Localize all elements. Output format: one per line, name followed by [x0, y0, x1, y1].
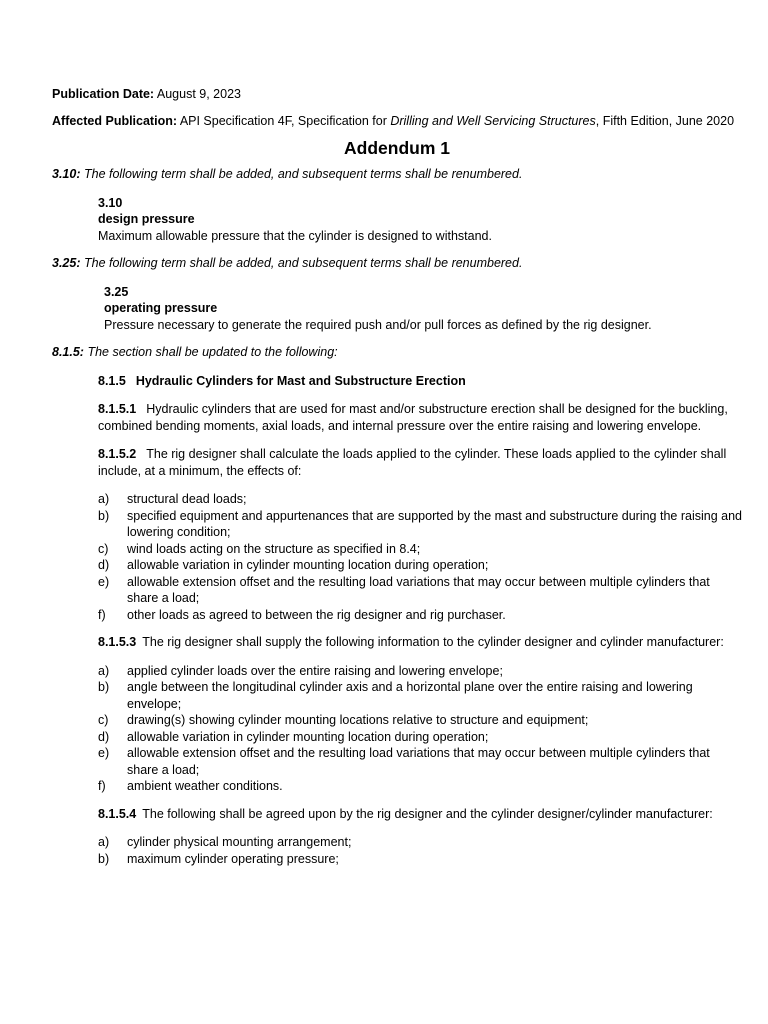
list-item-label: b): [98, 680, 110, 694]
term-3-10-name: design pressure: [98, 212, 195, 226]
list-item: [98, 557, 742, 574]
list-item: [98, 679, 742, 712]
list-item-label: e): [98, 746, 110, 760]
paragraph-8-1-5-2-text: The rig designer shall calculate the loads applied to the cylinder. These loads applied to the cylinder shall include, at a minimum, the effects of:: [98, 447, 727, 478]
list-item-text: ambient weather conditions.: [127, 779, 283, 793]
list-item-label: f): [98, 607, 106, 622]
list-item-text: wind loads acting on the structure as specified in 8.4;: [127, 541, 421, 556]
list-item: [98, 541, 742, 558]
list-item: [98, 851, 742, 868]
paragraph-8-1-5-2: [98, 446, 742, 479]
list-item-text: angle between the longitudinal cylinder axis and a horizontal plane over the entire raising and lowering envelope;: [127, 680, 693, 711]
list-item-text: specified equipment and appurtenances that are supported by the mast and substructure during the raising and lowering condition;: [127, 508, 742, 539]
list-item-label: b): [98, 508, 110, 523]
list-item-label: d): [98, 729, 110, 744]
list-item: [98, 778, 742, 795]
instruction-8-1-5: [52, 344, 742, 361]
affected-publication-title: Drilling and Well Servicing Structures: [390, 113, 596, 128]
paragraph-8-1-5-1: [98, 401, 742, 434]
list-item: [98, 729, 742, 746]
instruction-3-10-text: The following term shall be added, and subsequent terms shall be renumbered.: [83, 167, 523, 181]
document-page: [52, 86, 742, 867]
agreement-list: [98, 834, 742, 867]
list-item: [98, 663, 742, 680]
term-3-10: [98, 195, 742, 245]
list-item-text: drawing(s) showing cylinder mounting locations relative to structure and equipment;: [127, 713, 589, 727]
publication-date-value: August 9, 2023: [156, 87, 241, 101]
instruction-8-1-5-ref: 8.1.5:: [52, 345, 84, 359]
list-item: [98, 745, 742, 778]
paragraph-8-1-5-4-text: The following shall be agreed upon by the rig designer and the cylinder designer/cylinder manufacturer:: [142, 806, 713, 821]
list-item-text: allowable extension offset and the resulting load variations that may occur between multiple cylinders that share a load;: [127, 574, 710, 605]
list-item-label: a): [98, 492, 110, 506]
instruction-3-10-ref: 3.10:: [52, 167, 81, 181]
paragraph-8-1-5-3: [98, 634, 742, 651]
paragraph-8-1-5-1-text: Hydraulic cylinders that are used for mast and/or substructure erection shall be designed for the buckling, combined bending moments, axial loads, and internal pressure over the entire raising and lowering envelope.: [98, 402, 728, 433]
term-3-25: [104, 284, 742, 334]
list-item-text: structural dead loads;: [127, 492, 247, 506]
instruction-8-1-5-text: The section shall be updated to the following:: [87, 345, 338, 359]
list-item-label: f): [98, 779, 106, 793]
section-8-1-5-title: Hydraulic Cylinders for Mast and Substructure Erection: [135, 373, 466, 388]
affected-publication-label: Affected Publication:: [52, 113, 178, 128]
list-item-label: a): [98, 835, 110, 849]
list-item-text: applied cylinder loads over the entire raising and lowering envelope;: [127, 663, 503, 678]
instruction-3-25-text: The following term shall be added, and subsequent terms shall be renumbered.: [83, 256, 523, 270]
section-8-1-5-heading: [98, 373, 742, 390]
affected-publication: [52, 113, 742, 130]
list-item-label: e): [98, 574, 110, 589]
list-item-text: maximum cylinder operating pressure;: [127, 851, 339, 866]
list-item: [98, 491, 742, 508]
list-item: [98, 712, 742, 729]
list-item: [98, 508, 742, 541]
paragraph-8-1-5-3-text: The rig designer shall supply the following information to the cylinder designer and cylinder manufacturer:: [142, 635, 724, 649]
list-item-text: cylinder physical mounting arrangement;: [127, 835, 352, 849]
supply-information-list: [98, 663, 742, 795]
paragraph-8-1-5-3-number: 8.1.5.3: [98, 635, 137, 649]
term-3-10-number: 3.10: [98, 195, 123, 210]
paragraph-8-1-5-1-number: 8.1.5.1: [98, 402, 137, 416]
list-item-label: a): [98, 663, 110, 678]
list-item-text: allowable extension offset and the resulting load variations that may occur between multiple cylinders that share a load;: [127, 746, 710, 777]
list-item: [98, 574, 742, 607]
list-item-label: b): [98, 851, 110, 866]
publication-date: [52, 86, 742, 103]
affected-publication-post: , Fifth Edition, June 2020: [595, 113, 735, 128]
instruction-3-10: [52, 166, 742, 183]
instruction-3-25: [52, 255, 742, 272]
term-3-25-name: operating pressure: [104, 301, 218, 315]
instruction-3-25-ref: 3.25:: [52, 256, 81, 270]
list-item-text: other loads as agreed to between the rig designer and rig purchaser.: [127, 607, 506, 622]
list-item-text: allowable variation in cylinder mounting location during operation;: [127, 729, 489, 744]
term-3-25-number: 3.25: [104, 284, 129, 299]
affected-publication-pre: API Specification 4F, Specification for: [179, 113, 391, 128]
paragraph-8-1-5-4-number: 8.1.5.4: [98, 806, 137, 821]
term-3-25-definition: Pressure necessary to generate the required push and/or pull forces as defined by the rig designer.: [104, 317, 652, 332]
paragraph-8-1-5-4: [98, 806, 742, 823]
term-3-10-definition: Maximum allowable pressure that the cylinder is designed to withstand.: [98, 228, 492, 243]
list-item-label: c): [98, 713, 109, 727]
load-effects-list: [98, 491, 742, 623]
publication-date-label: Publication Date:: [52, 87, 155, 101]
list-item-label: d): [98, 558, 110, 572]
document-title: Addendum 1: [344, 138, 450, 158]
list-item: [98, 607, 742, 624]
list-item: [98, 834, 742, 851]
section-8-1-5-number: 8.1.5: [98, 373, 126, 388]
list-item-text: allowable variation in cylinder mounting location during operation;: [127, 558, 489, 572]
list-item-label: c): [98, 541, 109, 556]
paragraph-8-1-5-2-number: 8.1.5.2: [98, 447, 137, 461]
